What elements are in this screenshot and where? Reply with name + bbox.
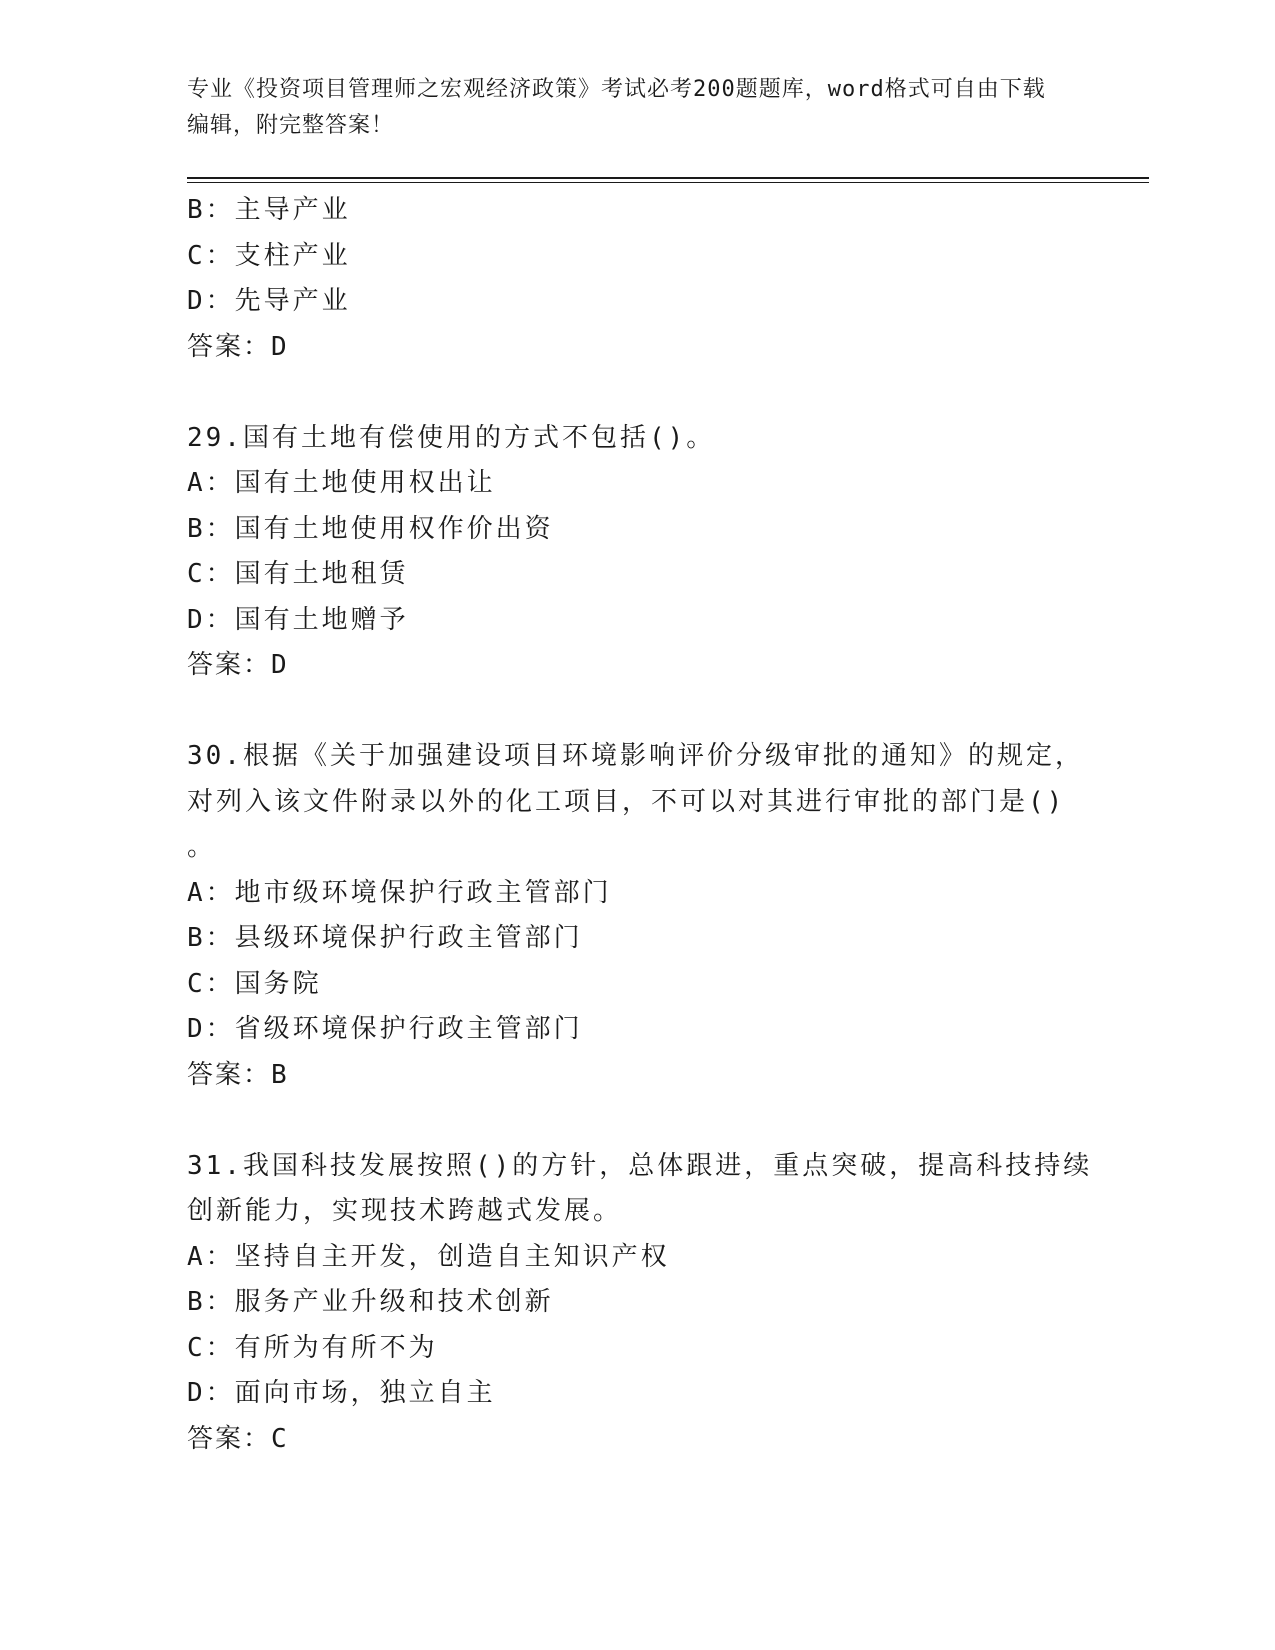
option-d: D：省级环境保护行政主管部门: [187, 1014, 583, 1044]
question-stem-line-2: 对列入该文件附录以外的化工项目，不可以对其进行审批的部门是(): [187, 786, 1066, 817]
question-30: [187, 734, 1087, 1098]
option-c: C：国务院: [187, 968, 322, 999]
document-header: 专业《投资项目管理师之宏观经济政策》考试必考200题题库，word格式可自由下载编辑，附完整答案！: [187, 77, 1046, 138]
option-a: A：国有土地使用权出让: [187, 468, 496, 498]
answer-line: 答案：D: [187, 650, 289, 680]
option-b: B：县级环境保护行政主管部门: [187, 923, 583, 953]
option-a: A：地市级环境保护行政主管部门: [187, 877, 612, 908]
document-body: [187, 188, 1093, 1462]
answer-line: 答案：D: [187, 331, 289, 362]
question-31: [187, 1144, 1093, 1463]
option-d: D：先导产业: [187, 286, 351, 316]
option-b: B：国有土地使用权作价出资: [187, 513, 554, 544]
option-d: D：面向市场，独立自主: [187, 1378, 496, 1408]
question-29: [187, 416, 1087, 689]
option-c: C：有所为有所不为: [187, 1332, 438, 1363]
option-d: D：国有土地赠予: [187, 604, 409, 635]
option-c: C：国有土地租赁: [187, 559, 409, 589]
question-28-tail: [187, 188, 1087, 370]
spacer: [187, 1098, 1087, 1144]
spacer: [187, 689, 1087, 735]
question-stem-line-1: 30.根据《关于加强建设项目环境影响评价分级审批的通知》的规定，: [187, 741, 1084, 771]
spacer: [187, 370, 1087, 416]
question-stem-line-1: 31.我国科技发展按照()的方针，总体跟进，重点突破，提高科技持续: [187, 1150, 1093, 1181]
option-c: C：支柱产业: [187, 240, 351, 271]
option-b: B：服务产业升级和技术创新: [187, 1287, 554, 1317]
option-b: B：主导产业: [187, 195, 351, 225]
question-stem-line-3: 。: [187, 832, 217, 862]
question-stem-line-2: 创新能力，实现技术跨越式发展。: [187, 1196, 623, 1226]
answer-line: 答案：B: [187, 1059, 289, 1090]
question-stem: 29.国有土地有偿使用的方式不包括()。: [187, 422, 716, 453]
header-divider: [187, 177, 1149, 183]
option-a: A：坚持自主开发，创造自主知识产权: [187, 1241, 670, 1272]
answer-line: 答案：C: [187, 1423, 289, 1454]
